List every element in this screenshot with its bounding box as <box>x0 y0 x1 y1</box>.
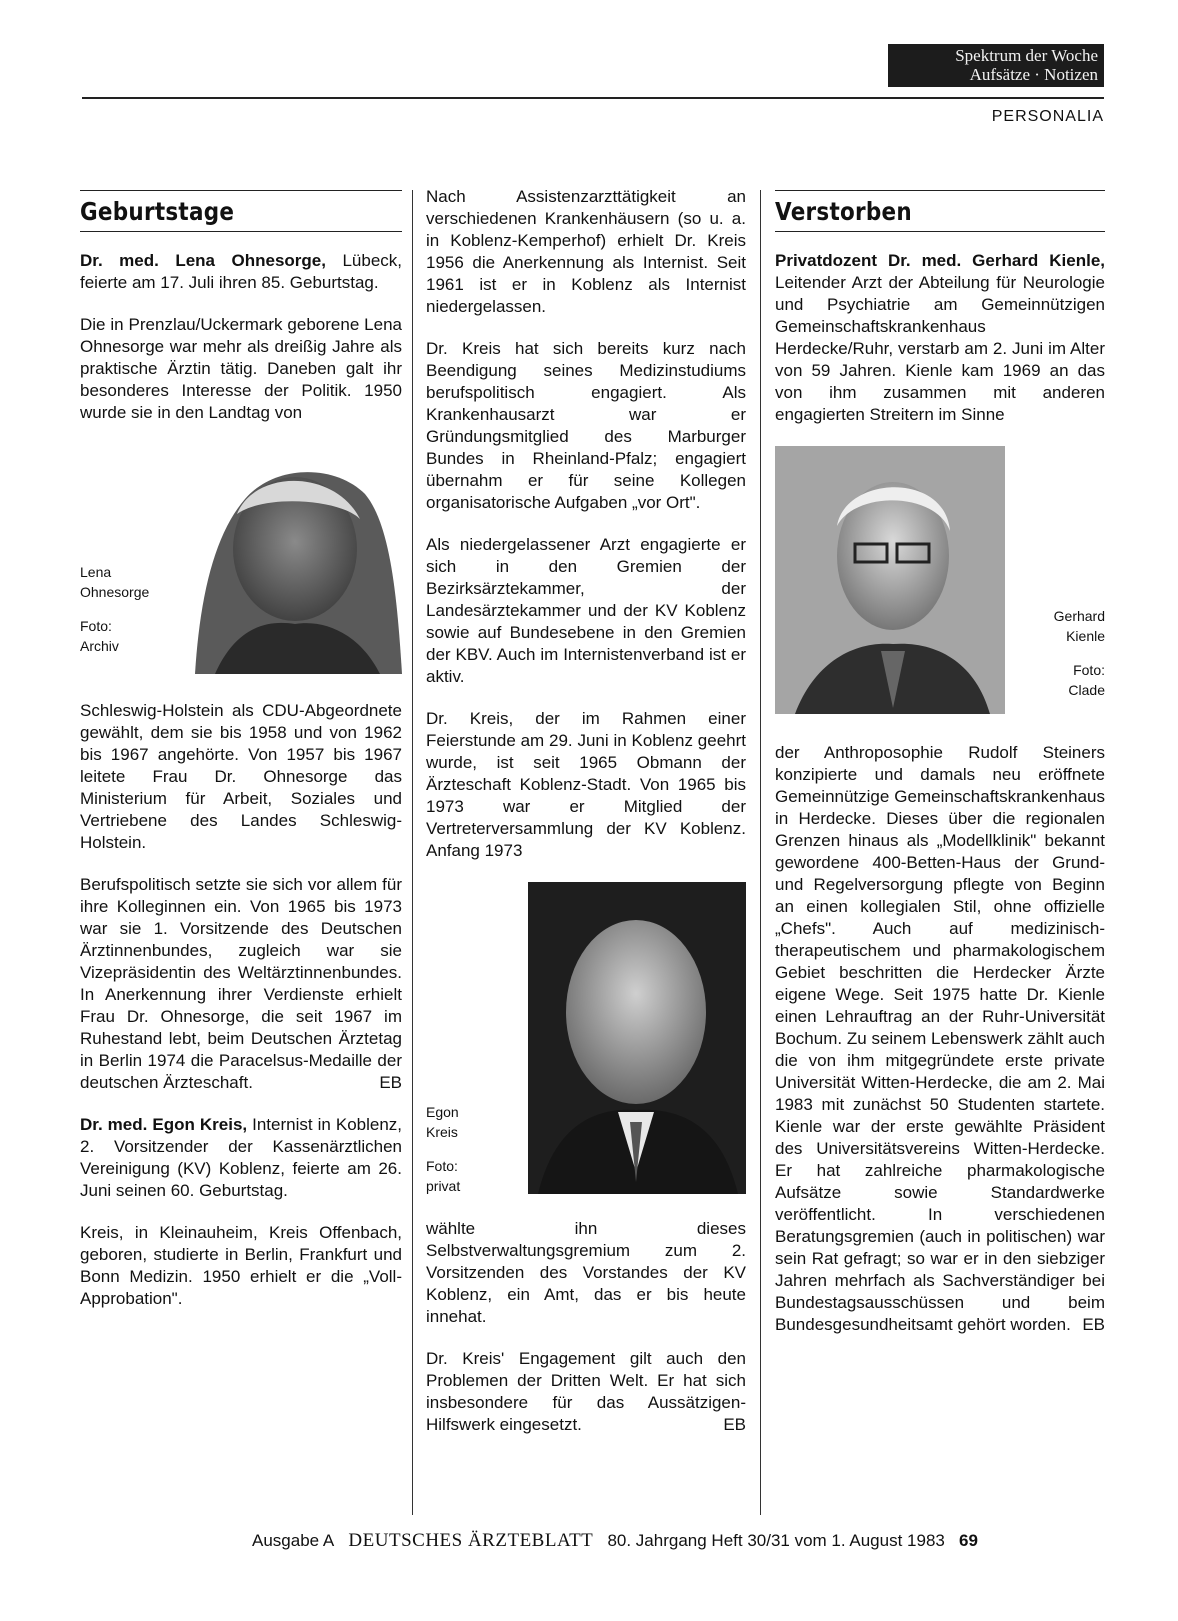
caption-credit: Clade <box>1068 682 1105 698</box>
section-heading-geburtstage <box>80 190 402 232</box>
paragraph-text: der Anthroposophie Rudolf Steiners konzipierte und damals neu eröffnete Gemeinnützige Gemeinschaftskrankenhaus in Herdecke. Dieses über die regionalen Grenzen hinaus als „Modellklinik" bekannt gewordene 400-Betten-Haus der Grund- und Regelversorgung pflegte von Beginn an einen kollegialen Stil, ohne offizielle „Chefs". Auch auf medizinisch-therapeutischem und pharmakologischem Gebiet beschritten die Herdecker Ärzte eigene Wege. Seit 1975 hatte Dr. Kienle einen Lehrauftrag an der Ruhr-Universität Bochum. Zu seinem Lebenswerk zählt auch die von ihm mitgegründete erste private Universität Witten-Herdecke, die am 2. Mai 1983 mit zunächst 50 Studenten startete. Kienle war der erste gewählte Präsident des Universitätsvereins Witten-Herdecke. Er hat zahlreiche pharmakologische Aufsätze sowie Standardwerke veröffentlicht. In verschiedenen Beratungsgremien (auch in politischen) war sein Rat gefragt; so war er in den siebziger Jahren mehrfach als Sachverständiger bei Bundestagsausschüssen und beim Bundesgesundheitsamt gehört worden. <box>775 743 1105 1334</box>
paragraph <box>775 742 1105 1336</box>
paragraph <box>80 250 402 294</box>
caption-name: Ohnesorge <box>80 584 150 600</box>
footer-journal: DEUTSCHES ÄRZTEBLATT <box>348 1530 594 1551</box>
column-3 <box>775 190 1105 1356</box>
footer-issue: 80. Jahrgang Heft 30/31 vom 1. August 1983 <box>607 1531 945 1550</box>
column-2 <box>426 186 746 1456</box>
paragraph <box>80 1114 402 1202</box>
portrait-photo <box>775 446 1005 714</box>
paragraph: Kreis, in Kleinauheim, Kreis Offenbach, geboren, studierte in Berlin, Frankfurt und Bonn Medizin. 1950 erhielt er die „Voll-Approbation". <box>80 1223 402 1308</box>
photo-block-kienle <box>775 446 1105 724</box>
caption-name: Egon <box>426 1104 459 1120</box>
page-number: 69 <box>959 1531 978 1550</box>
signature: EB <box>379 1073 402 1092</box>
paragraph-text: Dr. Kreis' Engagement gilt auch den Problemen der Dritten Welt. Er hat sich insbesondere für das Aussätzigen-Hilfswerk eingesetzt. <box>426 1349 746 1434</box>
section-header-box <box>888 44 1104 87</box>
caption-credit: privat <box>426 1178 461 1194</box>
signature: EB <box>723 1415 746 1434</box>
column-divider-1 <box>412 190 413 1515</box>
caption-credit: Archiv <box>80 638 119 654</box>
paragraph: Dr. Kreis hat sich bereits kurz nach Beendigung seines Medizinstudiums berufspolitisch engagiert. Als Krankenhausarzt war er Gründungsmitglied des Marburger Bundes in Rheinland-Pfalz; engagiert übernahm er für seine Kollegen organisatorische Aufgaben „vor Ort". <box>426 339 746 512</box>
column-1 <box>80 190 402 1330</box>
caption-name: Kreis <box>426 1124 458 1140</box>
person-name: Dr. med. Egon Kreis, <box>80 1115 248 1134</box>
header-rule <box>82 97 1104 99</box>
page-footer <box>252 1530 978 1552</box>
caption-name: Kienle <box>1066 628 1105 644</box>
header-line-1: Spektrum der Woche <box>955 46 1098 65</box>
portrait-photo <box>528 882 746 1194</box>
paragraph <box>80 874 402 1094</box>
caption-foto: Foto: <box>426 1158 458 1174</box>
section-label: PERSONALIA <box>991 108 1104 125</box>
signature: EB <box>1082 1315 1105 1334</box>
photo-caption <box>426 1102 460 1196</box>
caption-foto: Foto: <box>1073 662 1105 678</box>
column-divider-2 <box>760 190 761 1515</box>
paragraph-text: Leitender Arzt der Abteilung für Neurologie und Psychiatrie am Gemeinnützigen Gemeinschaftskrankenhaus Herdecke/Ruhr, verstarb am 2. Juni im Alter von 59 Jahren. Kienle kam 1969 an das von ihm zusammen mit anderen engagierten Streitern im Sinne <box>775 273 1105 424</box>
caption-name: Lena <box>80 564 112 580</box>
paragraph: Dr. Kreis, der im Rahmen einer Feierstunde am 29. Juni in Koblenz geehrt wurde, ist seit 1965 Obmann der Ärzteschaft Koblenz-Stadt. Von 1965 bis 1973 war er Mitglied der Vertreterversammlung der KV Koblenz. Anfang 1973 <box>426 709 746 860</box>
caption-name: Gerhard <box>1053 608 1105 624</box>
header-line-2: Aufsätze · Notizen <box>969 65 1098 84</box>
person-name: Privatdozent Dr. med. Gerhard Kienle, <box>775 251 1105 270</box>
photo-caption <box>80 562 149 656</box>
person-name: Dr. med. Lena Ohnesorge, <box>80 251 326 270</box>
paragraph <box>426 1348 746 1436</box>
paragraph: Schleswig-Holstein als CDU-Abgeordnete gewählt, dem sie bis 1958 und von 1962 bis 1967 angehörte. Von 1957 bis 1967 leitete Frau Dr. Ohnesorge das Ministerium für Arbeit, Soziales und Vertriebene des Landes Schleswig-Holstein. <box>80 701 402 852</box>
photo-block-kreis <box>426 882 746 1200</box>
paragraph: wählte ihn dieses Selbstverwaltungsgremium zum 2. Vorsitzenden des Vorstandes der KV Koblenz, ein Amt, das er bis heute innehat. <box>426 1219 746 1326</box>
paragraph: Die in Prenzlau/Uckermark geborene Lena Ohnesorge war mehr als dreißig Jahre als praktische Ärztin tätig. Daneben galt ihr besonderes Interesse der Politik. 1950 wurde sie in den Landtag von <box>80 315 402 422</box>
paragraph: Nach Assistenzarzttätigkeit an verschiedenen Krankenhäusern (so u. a. in Koblenz-Kemperhof) erhielt Dr. Kreis 1956 die Anerkennung als Internist. Seit 1961 ist er in Koblenz als Internist niedergelassen. <box>426 187 746 316</box>
paragraph <box>775 250 1105 426</box>
footer-edition: Ausgabe A <box>252 1531 335 1550</box>
photo-block-ohnesorge <box>80 444 402 682</box>
caption-foto: Foto: <box>80 618 112 634</box>
photo-caption <box>1015 606 1105 700</box>
paragraph-text: Lübeck, feierte am 17. Juli ihren 85. Geburtstag. <box>80 251 402 292</box>
paragraph-text: Internist in Koblenz, 2. Vorsitzender der Kassenärztlichen Vereinigung (KV) Koblenz, feierte am 26. Juni seinen 60. Geburtstag. <box>80 1115 403 1200</box>
paragraph-text: Berufspolitisch setzte sie sich vor allem für ihre Kolleginnen ein. Von 1965 bis 1973 war sie 1. Vorsitzende des Deutschen Ärztinnenbundes, zugleich war sie Vizepräsidentin des Weltärztinnenbundes. In Anerkennung ihrer Verdienste erhielt Frau Dr. Ohnesorge, die seit 1967 im Ruhestand lebt, beim Deutschen Ärztetag in Berlin 1974 die Paracelsus-Medaille der deutschen Ärzteschaft. <box>80 875 402 1092</box>
section-heading-verstorben <box>775 190 1105 232</box>
heading-text: Geburtstage <box>80 197 235 226</box>
portrait-photo <box>175 444 402 674</box>
paragraph: Als niedergelassener Arzt engagierte er sich in den Gremien der Bezirksärztekammer, der Landesärztekammer und der KV Koblenz sowie auf Bundesebene in den Gremien der KBV. Auch im Internistenverband ist er aktiv. <box>426 535 746 686</box>
heading-text: Verstorben <box>775 197 912 226</box>
